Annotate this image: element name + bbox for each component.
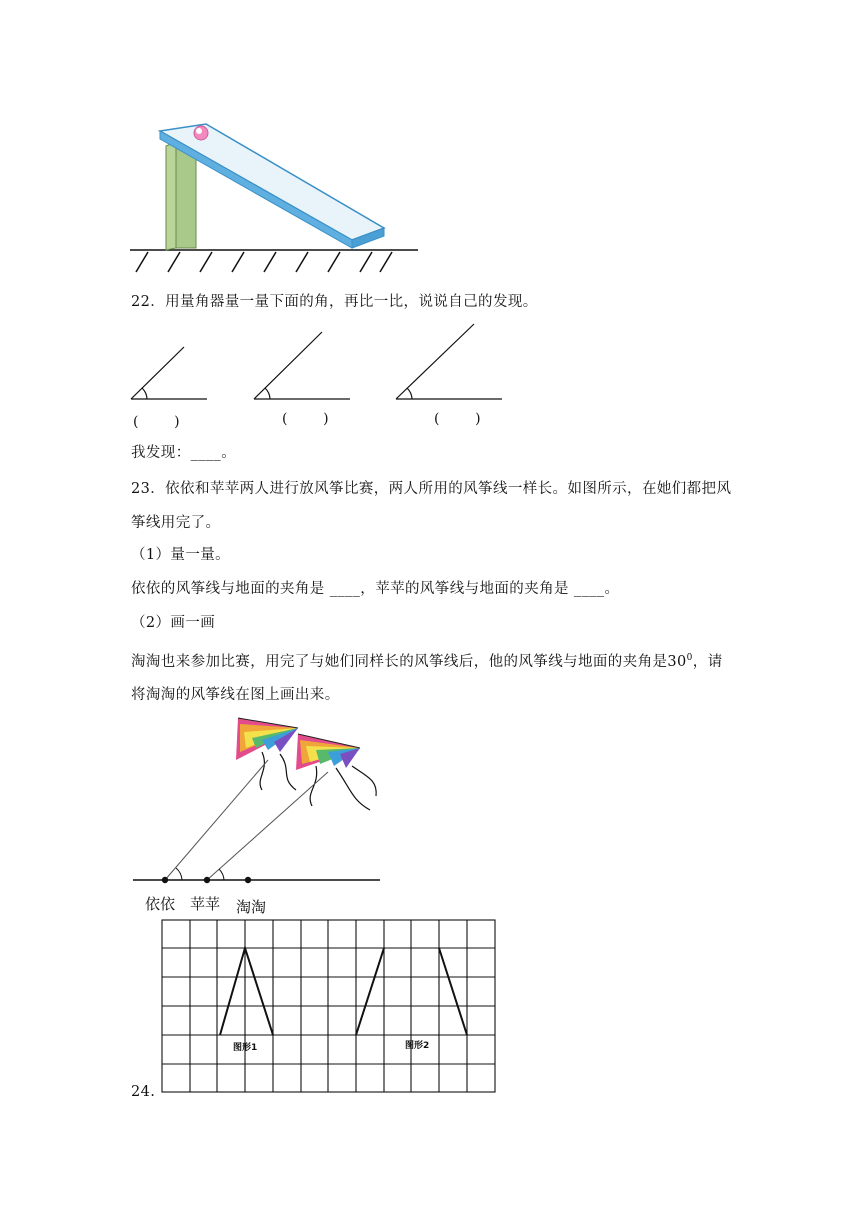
label-taotao: 淘淘 <box>236 898 267 916</box>
q23-line1: 23．依依和苹苹两人进行放风筝比赛，两人所用的风筝线一样长。如图所示，在她们都把风 <box>131 481 732 497</box>
angle2-answer-blank[interactable]: ( ) <box>282 411 329 427</box>
grid-lines <box>162 920 495 1092</box>
angle3-answer-blank[interactable]: ( ) <box>434 411 481 427</box>
figure1-shape <box>220 948 273 1035</box>
q23-part2-title: （2）画一画 <box>131 615 216 631</box>
q23-part2-text: 淘淘也来参加比赛，用完了与她们同样长的风筝线后，他的风筝线与地面的夹角是$30^0$，请 <box>131 653 723 670</box>
figure1-label: 图形1 <box>233 1043 258 1053</box>
degree-mark: 0 <box>686 653 693 664</box>
q23-part1-text[interactable]: 依依的风筝线与地面的夹角是 ____，苹苹的风筝线与地面的夹角是 ____。 <box>131 581 620 597</box>
q23-part2-line2: 将淘淘的风筝线在图上画出来。 <box>131 687 340 703</box>
q23-part1-title: （1）量一量。 <box>131 547 231 563</box>
label-pingping: 苹苹 <box>190 895 221 913</box>
figure2-left-side <box>356 948 384 1035</box>
label-yiyi: 依依 <box>145 895 176 913</box>
q22-text: 22．用量角器量一量下面的角，再比一比，说说自己的发现。 <box>131 294 538 310</box>
figure2-right-side <box>439 948 467 1035</box>
angle1-answer-blank[interactable]: ( ) <box>133 414 180 430</box>
q24-number: 24. <box>131 1084 156 1100</box>
q22-finding[interactable]: 我发现：____。 <box>131 445 237 461</box>
q23-line2: 筝线用完了。 <box>131 515 221 531</box>
figure2-label: 图形2 <box>405 1041 430 1051</box>
